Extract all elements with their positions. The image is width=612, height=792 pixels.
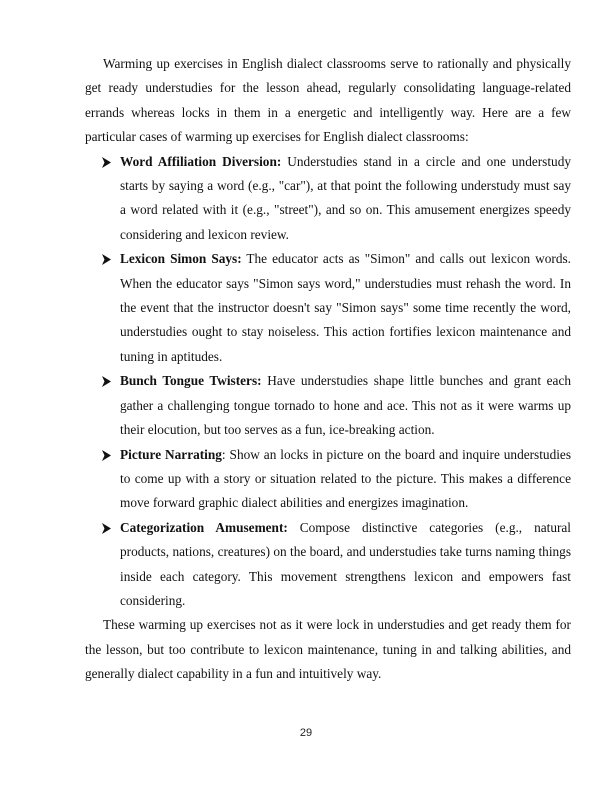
item-term: Picture Narrating <box>120 446 222 462</box>
intro-paragraph: Warming up exercises in English dialect classrooms serve to rationally and physically get ready understudies for the lesson ahead, regularly consolidating language-related errands whereas locks in them in a energetic and intelligently way. Here are a few particular cases of warming up exercises for English dialect classrooms: <box>85 56 571 145</box>
arrowhead-bullet-icon <box>101 369 113 393</box>
list-item <box>85 516 571 614</box>
item-text: Understudies stand in a circle and one understudy starts by saying a word (e.g., "car"), at that point the following understudy must say a word related with it (e.g., "street"), and so on. This amusement energizes speedy considering and lexicon review. <box>120 153 571 242</box>
page-number: 29 <box>299 727 313 739</box>
item-term: Categorization Amusement: <box>120 519 288 535</box>
document-page <box>85 52 571 687</box>
list-item <box>85 369 571 442</box>
list-item <box>85 443 571 516</box>
arrowhead-bullet-icon <box>101 516 113 540</box>
item-term: Word Affiliation Diversion: <box>120 153 282 169</box>
arrowhead-bullet-icon <box>101 443 113 467</box>
closing-paragraph: These warming up exercises not as it were lock in understudies and get ready them for the lesson, but too contribute to lexicon maintenance, tuning in and talking abilities, and generally dialect capability in a fun and intuitively way. <box>85 617 571 682</box>
item-term: Bunch Tongue Twisters: <box>120 373 262 389</box>
exercise-list <box>85 150 571 614</box>
item-text: Have understudies shape little bunches and grant each gather a challenging tongue tornado to hone and ace. This not as it were warms up their elocution, but too serves as a fun, ice-breaking action. <box>120 373 571 438</box>
item-text: The educator acts as "Simon" and calls out lexicon words. When the educator says "Simon says word," understudies must rehash the word. In the event that the instructor doesn't say "Simon says" some time recently the word, understudies ought to stay noiseless. This action fortifies lexicon maintenance and tuning in aptitudes. <box>120 251 571 364</box>
item-term: Lexicon Simon Says: <box>120 251 242 267</box>
arrowhead-bullet-icon <box>101 247 113 271</box>
item-text: Compose distinctive categories (e.g., natural products, nations, creatures) on the board, and understudies take turns naming things inside each category. This movement strengthens lexicon and empowers fast considering. <box>120 519 571 608</box>
list-item <box>85 150 571 248</box>
list-item <box>85 247 571 369</box>
arrowhead-bullet-icon <box>101 150 113 174</box>
item-text: : Show an locks in picture on the board and inquire understudies to come up with a story or situation related to the picture. This makes a difference move forward graphic dialect abilities and energizes imagination. <box>120 446 571 511</box>
